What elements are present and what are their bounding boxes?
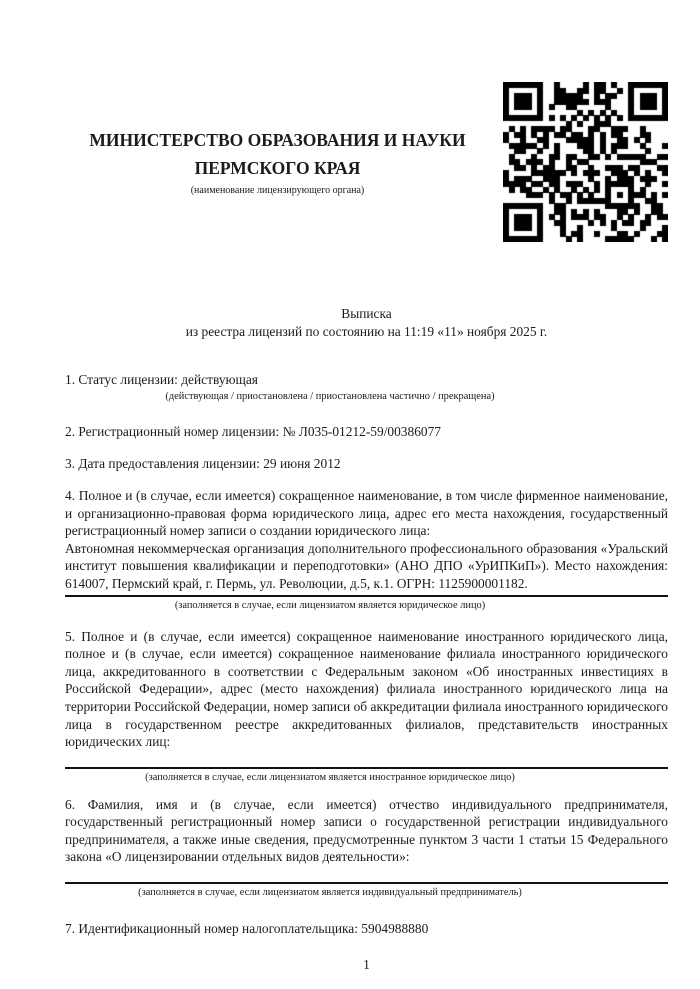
item-legal-entity [65, 487, 668, 597]
item-legal-entity-caption: (заполняется в случае, если лицензиатом является юридическое лицо) [174, 599, 486, 611]
fill-in-line [65, 882, 668, 884]
licensing-authority-header [65, 0, 490, 197]
item-individual-entrepreneur-caption: (заполняется в случае, если лицензиатом является индивидуальный предприниматель) [138, 887, 522, 899]
item-grant-date: 3. Дата предоставления лицензии: 29 июня 2012 [65, 456, 341, 472]
ministry-name-line2: ПЕРМСКОГО КРАЯ [194, 158, 361, 178]
qr-code-icon [503, 82, 668, 242]
document-date-line: из реестра лицензий по состоянию на 11:19 «11» ноября 2025 г. [185, 323, 548, 339]
item-taxpayer-number: 7. Идентификационный номер налогоплательщика: 5904988880 [65, 921, 429, 937]
item-individual-entrepreneur-text: 6. Фамилия, имя и (в случае, если имеется) отчество индивидуального предпринимателя, государственный регистрационный номер записи о государственной регистрации индивидуального предпринимателя, а также иные сведения, предусмотренные пунктом 3 части 1 статьи 15 Федерального закона «О лицензировании отдельных видов деятельности»: [65, 796, 668, 865]
item-license-status: 1. Статус лицензии: действующая [65, 372, 258, 388]
ministry-name-line1: МИНИСТЕРСТВО ОБРАЗОВАНИЯ И НАУКИ [89, 130, 466, 150]
ministry-caption: (наименование лицензирующего органа) [190, 185, 365, 196]
document-title: Выписка [341, 306, 392, 321]
document-title-block [65, 305, 668, 340]
item-license-status-caption: (действующая / приостановлена / приостановлена частично / прекращена) [165, 390, 495, 402]
fill-in-line [65, 767, 668, 769]
page-number: 1 [363, 956, 370, 972]
item-legal-entity-text: 4. Полное и (в случае, если имеется) сокращенное наименование, в том числе фирменное наименование, и организационно-правовая форма юридического лица, адрес его места нахождения, государственный регистрационный номер записи о создании юридического лица: [65, 487, 668, 539]
item-registration-number: 2. Регистрационный номер лицензии: № Л035-01212-59/00386077 [65, 423, 441, 439]
item-foreign-entity-text: 5. Полное и (в случае, если имеется) сокращенное наименование иностранного юридического лица, полное и (в случае, если имеется) сокращенное наименование филиала иностранного юридического лица, аккредитованного в соответствии с Федеральным законом «Об иностранных инвестициях в Российской Федерации», адрес (место нахождения) филиала иностранного юридического лица на территории Российской Федерации, номер записи об аккредитации филиала иностранного юридического лица в государственном реестре аккредитованных филиалов, представительств иностранных юридических лиц: [65, 628, 668, 750]
item-foreign-entity-caption: (заполняется в случае, если лицензиатом является иностранное юридическое лицо) [145, 771, 515, 783]
item-legal-entity-value: Автономная некоммерческая организация дополнительного профессионального образования «Уральский институт повышения квалификации и переподготовки» (АНО ДПО «УрИПКиП»). Место нахождения: 614007, Пермский край, г. Пермь, ул. Революции, д.5, к.1. ОГРН: 1125900001182. [65, 540, 668, 591]
